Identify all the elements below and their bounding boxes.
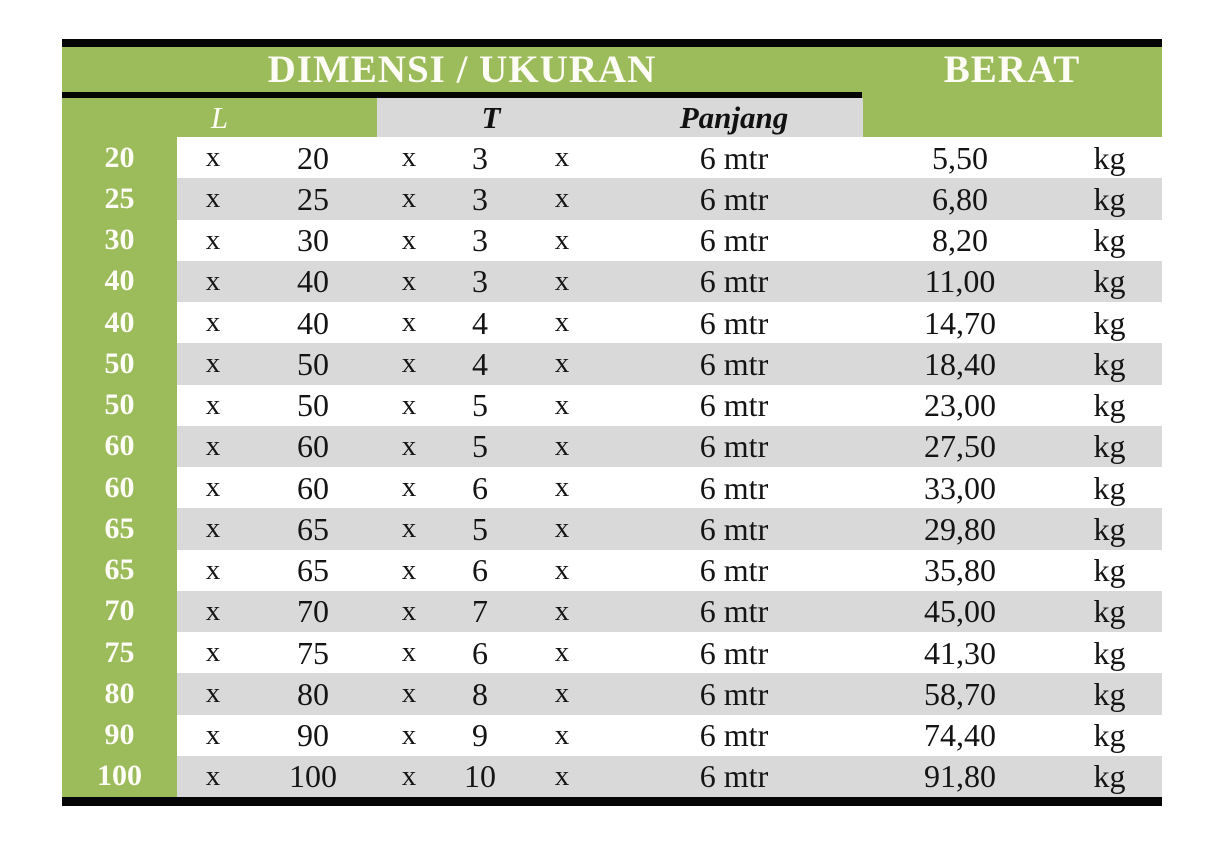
cell-thickness-t: 4 <box>472 345 488 382</box>
multiply-sign: x <box>401 471 417 504</box>
table-row <box>62 632 1162 673</box>
multiply-sign: x <box>554 594 570 627</box>
cell-weight-berat: 35,80 <box>924 552 996 589</box>
cell-unit-kg: kg <box>1093 428 1126 465</box>
cell-thickness-t: 10 <box>464 758 496 795</box>
table-row <box>62 178 1162 219</box>
cell-length-panjang: 6 mtr <box>699 634 769 671</box>
subheader-panjang: Panjang <box>605 98 863 137</box>
multiply-sign: x <box>554 264 570 297</box>
multiply-sign: x <box>205 553 221 586</box>
multiply-sign: x <box>401 512 417 545</box>
cell-length-panjang: 6 mtr <box>699 180 769 217</box>
cell-length-panjang: 6 mtr <box>699 552 769 589</box>
multiply-sign: x <box>205 223 221 256</box>
multiply-sign: x <box>205 718 221 751</box>
multiply-sign: x <box>554 677 570 710</box>
cell-width-l: 60 <box>297 428 329 465</box>
cell-thickness-t: 6 <box>472 552 488 589</box>
cell-thickness-t: 9 <box>472 717 488 754</box>
cell-width-l: 65 <box>297 510 329 547</box>
cell-thickness-t: 3 <box>472 263 488 300</box>
table-row <box>62 467 1162 508</box>
cell-width-l: 30 <box>297 222 329 259</box>
multiply-sign: x <box>401 594 417 627</box>
cell-thickness-t: 6 <box>472 469 488 506</box>
cell-unit-kg: kg <box>1093 345 1126 382</box>
multiply-sign: x <box>205 182 221 215</box>
cell-weight-berat: 58,70 <box>924 675 996 712</box>
top-border-rule <box>62 39 1162 47</box>
table-row <box>62 550 1162 591</box>
cell-length-panjang: 6 mtr <box>699 222 769 259</box>
cell-unit-kg: kg <box>1093 510 1126 547</box>
cell-size-rowheader: 40 <box>62 302 177 343</box>
cell-width-l: 70 <box>297 593 329 630</box>
cell-width-l: 50 <box>297 345 329 382</box>
cell-size-rowheader: 65 <box>62 550 177 591</box>
cell-unit-kg: kg <box>1093 263 1126 300</box>
cell-weight-berat: 27,50 <box>924 428 996 465</box>
multiply-sign: x <box>401 223 417 256</box>
multiply-sign: x <box>205 141 221 174</box>
header-berat: BERAT <box>862 47 1162 92</box>
multiply-sign: x <box>401 306 417 339</box>
cell-length-panjang: 6 mtr <box>699 593 769 630</box>
cell-weight-berat: 8,20 <box>932 222 988 259</box>
multiply-sign: x <box>554 141 570 174</box>
table-row <box>62 673 1162 714</box>
cell-weight-berat: 18,40 <box>924 345 996 382</box>
cell-length-panjang: 6 mtr <box>699 758 769 795</box>
cell-width-l: 65 <box>297 552 329 589</box>
cell-width-l: 80 <box>297 675 329 712</box>
multiply-sign: x <box>205 388 221 421</box>
cell-thickness-t: 4 <box>472 304 488 341</box>
multiply-sign: x <box>401 141 417 174</box>
cell-weight-berat: 45,00 <box>924 593 996 630</box>
multiply-sign: x <box>205 429 221 462</box>
multiply-sign: x <box>401 429 417 462</box>
cell-unit-kg: kg <box>1093 552 1126 589</box>
cell-size-rowheader: 20 <box>62 137 177 178</box>
cell-length-panjang: 6 mtr <box>699 469 769 506</box>
multiply-sign: x <box>401 264 417 297</box>
cell-length-panjang: 6 mtr <box>699 428 769 465</box>
table-row <box>62 137 1162 178</box>
cell-length-panjang: 6 mtr <box>699 510 769 547</box>
cell-length-panjang: 6 mtr <box>699 345 769 382</box>
cell-size-rowheader: 65 <box>62 508 177 549</box>
header-dimensi-ukuran: DIMENSI / UKURAN <box>62 47 862 92</box>
cell-width-l: 60 <box>297 469 329 506</box>
cell-unit-kg: kg <box>1093 222 1126 259</box>
cell-size-rowheader: 100 <box>62 756 177 797</box>
cell-thickness-t: 3 <box>472 180 488 217</box>
multiply-sign: x <box>205 264 221 297</box>
multiply-sign: x <box>401 759 417 792</box>
table-row <box>62 508 1162 549</box>
cell-size-rowheader: 70 <box>62 591 177 632</box>
multiply-sign: x <box>554 429 570 462</box>
cell-weight-berat: 29,80 <box>924 510 996 547</box>
multiply-sign: x <box>554 471 570 504</box>
cell-unit-kg: kg <box>1093 469 1126 506</box>
cell-thickness-t: 8 <box>472 675 488 712</box>
cell-unit-kg: kg <box>1093 675 1126 712</box>
multiply-sign: x <box>205 636 221 669</box>
cell-length-panjang: 6 mtr <box>699 304 769 341</box>
multiply-sign: x <box>205 347 221 380</box>
cell-width-l: 40 <box>297 304 329 341</box>
cell-unit-kg: kg <box>1093 304 1126 341</box>
cell-weight-berat: 41,30 <box>924 634 996 671</box>
cell-unit-kg: kg <box>1093 593 1126 630</box>
cell-length-panjang: 6 mtr <box>699 675 769 712</box>
table-body <box>62 137 1162 797</box>
table-row <box>62 343 1162 384</box>
multiply-sign: x <box>554 553 570 586</box>
bottom-border-rule <box>62 797 1162 806</box>
multiply-sign: x <box>554 347 570 380</box>
table-row <box>62 261 1162 302</box>
multiply-sign: x <box>554 512 570 545</box>
cell-unit-kg: kg <box>1093 180 1126 217</box>
cell-weight-berat: 11,00 <box>924 263 996 300</box>
cell-size-rowheader: 25 <box>62 178 177 219</box>
subheader-row <box>62 98 1162 137</box>
table-row <box>62 715 1162 756</box>
cell-width-l: 75 <box>297 634 329 671</box>
multiply-sign: x <box>401 553 417 586</box>
cell-thickness-t: 6 <box>472 634 488 671</box>
cell-unit-kg: kg <box>1093 139 1126 176</box>
cell-width-l: 50 <box>297 387 329 424</box>
multiply-sign: x <box>205 677 221 710</box>
multiply-sign: x <box>401 347 417 380</box>
table-row <box>62 591 1162 632</box>
multiply-sign: x <box>205 306 221 339</box>
cell-weight-berat: 33,00 <box>924 469 996 506</box>
cell-size-rowheader: 60 <box>62 426 177 467</box>
multiply-sign: x <box>401 677 417 710</box>
cell-unit-kg: kg <box>1093 387 1126 424</box>
cell-length-panjang: 6 mtr <box>699 717 769 754</box>
table-row <box>62 756 1162 797</box>
subheader-t: T <box>377 98 605 137</box>
cell-size-rowheader: 30 <box>62 220 177 261</box>
cell-size-rowheader: 75 <box>62 632 177 673</box>
cell-weight-berat: 6,80 <box>932 180 988 217</box>
cell-width-l: 40 <box>297 263 329 300</box>
steel-angle-weight-table <box>62 39 1162 806</box>
cell-width-l: 20 <box>297 139 329 176</box>
cell-size-rowheader: 60 <box>62 467 177 508</box>
cell-unit-kg: kg <box>1093 758 1126 795</box>
multiply-sign: x <box>205 759 221 792</box>
cell-length-panjang: 6 mtr <box>699 139 769 176</box>
cell-size-rowheader: 50 <box>62 385 177 426</box>
multiply-sign: x <box>554 182 570 215</box>
cell-width-l: 100 <box>289 758 337 795</box>
cell-size-rowheader: 80 <box>62 673 177 714</box>
cell-weight-berat: 5,50 <box>932 139 988 176</box>
cell-unit-kg: kg <box>1093 717 1126 754</box>
cell-thickness-t: 5 <box>472 428 488 465</box>
cell-length-panjang: 6 mtr <box>699 387 769 424</box>
cell-thickness-t: 5 <box>472 510 488 547</box>
cell-thickness-t: 7 <box>472 593 488 630</box>
multiply-sign: x <box>205 594 221 627</box>
cell-length-panjang: 6 mtr <box>699 263 769 300</box>
cell-size-rowheader: 40 <box>62 261 177 302</box>
multiply-sign: x <box>554 759 570 792</box>
multiply-sign: x <box>401 636 417 669</box>
subheader-l: L <box>62 98 377 137</box>
cell-weight-berat: 14,70 <box>924 304 996 341</box>
multiply-sign: x <box>205 471 221 504</box>
cell-unit-kg: kg <box>1093 634 1126 671</box>
table-row <box>62 220 1162 261</box>
multiply-sign: x <box>205 512 221 545</box>
cell-size-rowheader: 50 <box>62 343 177 384</box>
cell-thickness-t: 5 <box>472 387 488 424</box>
multiply-sign: x <box>401 718 417 751</box>
multiply-sign: x <box>554 388 570 421</box>
table-row <box>62 302 1162 343</box>
cell-width-l: 25 <box>297 180 329 217</box>
multiply-sign: x <box>401 182 417 215</box>
table-header-row <box>62 47 1162 92</box>
table-row <box>62 385 1162 426</box>
multiply-sign: x <box>401 388 417 421</box>
multiply-sign: x <box>554 718 570 751</box>
cell-weight-berat: 23,00 <box>924 387 996 424</box>
multiply-sign: x <box>554 636 570 669</box>
cell-weight-berat: 74,40 <box>924 717 996 754</box>
cell-thickness-t: 3 <box>472 222 488 259</box>
berat-column-green-fill <box>863 98 1162 137</box>
multiply-sign: x <box>554 223 570 256</box>
cell-weight-berat: 91,80 <box>924 758 996 795</box>
cell-width-l: 90 <box>297 717 329 754</box>
multiply-sign: x <box>554 306 570 339</box>
cell-size-rowheader: 90 <box>62 715 177 756</box>
cell-thickness-t: 3 <box>472 139 488 176</box>
table-row <box>62 426 1162 467</box>
